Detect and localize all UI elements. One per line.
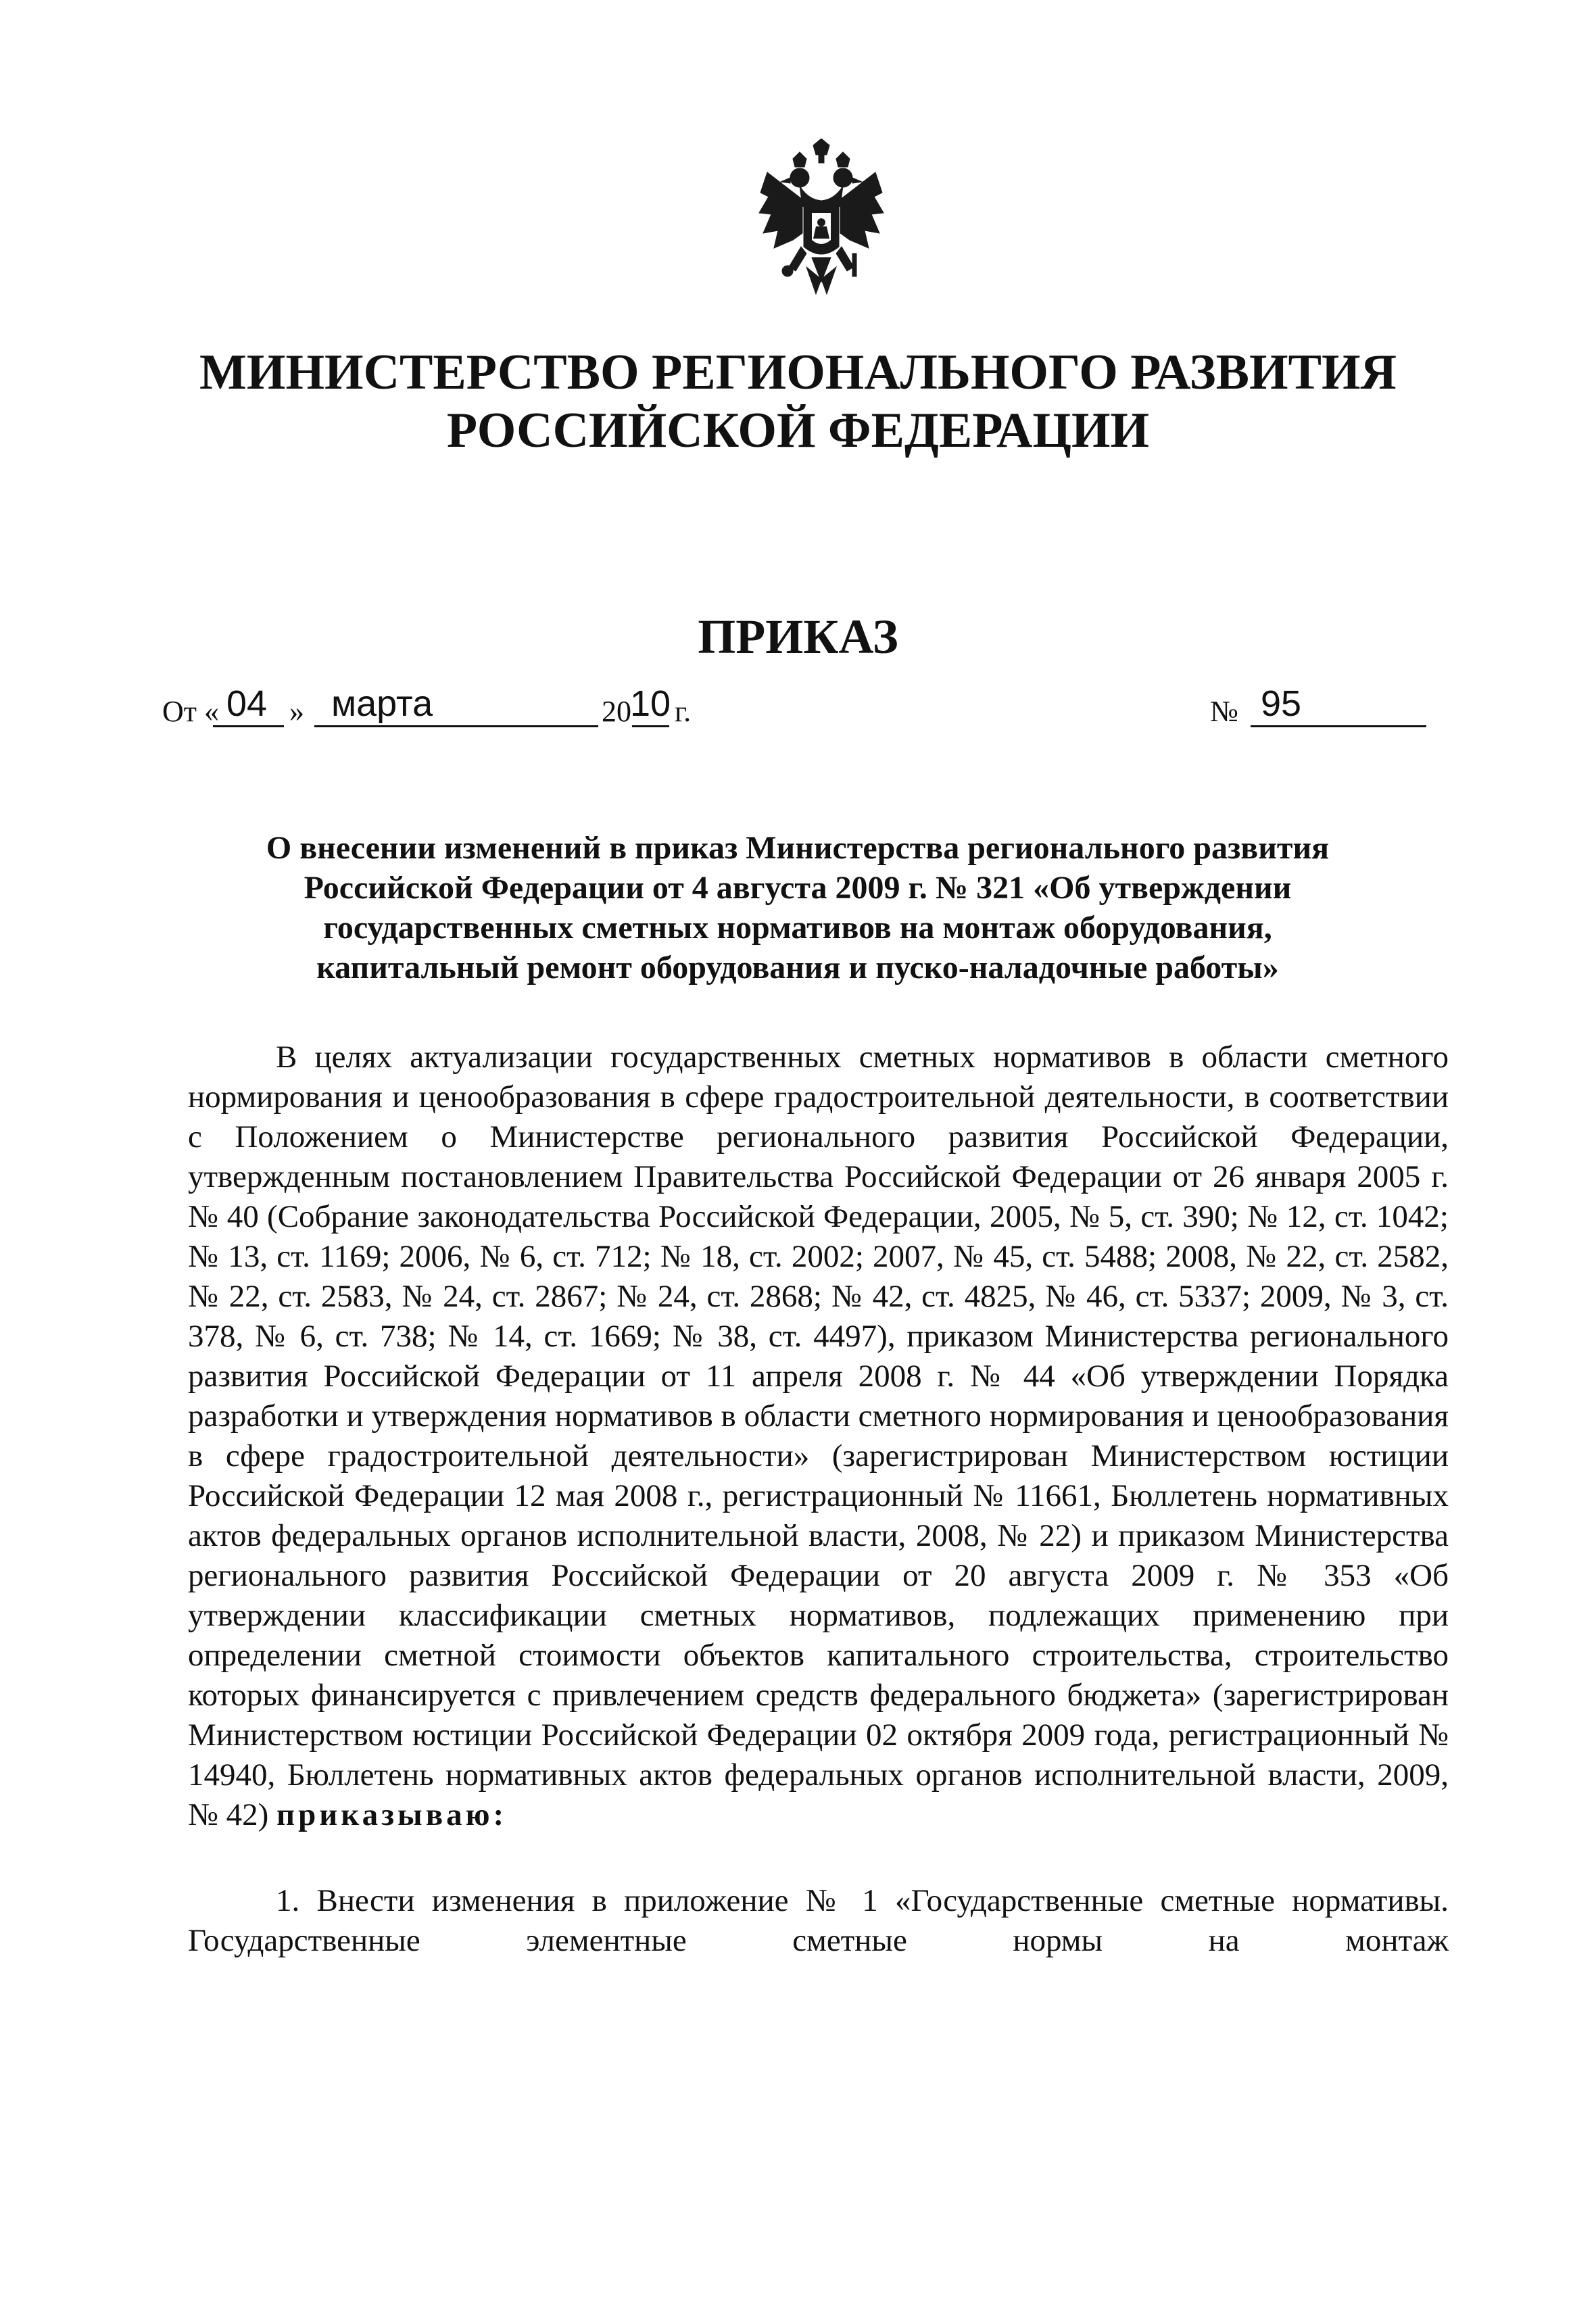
preamble-paragraph	[188, 1038, 1449, 1835]
russian-coat-of-arms-icon	[754, 139, 889, 304]
order-heading: ПРИКАЗ	[698, 610, 898, 664]
command-word: приказываю:	[276, 1797, 508, 1832]
order-number: 95	[1261, 683, 1302, 724]
title-line3: государственных сметных нормативов на монтаж оборудования,	[323, 910, 1272, 946]
date-mid: »	[289, 695, 304, 728]
title-line1: О внесении изменений в приказ Министерства регионального развития	[266, 830, 1330, 866]
order-month: марта	[331, 683, 433, 724]
title-line4: капитальный ремонт оборудования и пуско-наладочные работы»	[316, 950, 1279, 985]
clause-1-paragraph: 1. Внести изменения в приложение № 1 «Государственные сметные нормативы. Государственные элементные сметные нормы на монтаж	[188, 1883, 1449, 1958]
year-prefix: 20	[602, 695, 631, 728]
day-underline	[213, 725, 284, 727]
order-body	[188, 1038, 1449, 1961]
preamble-text: В целях актуализации государственных сметных нормативов в области сметного нормирования и ценообразования в сфере градостроительной деятельности, в соответствии с Положением о Министерстве регионального развития Российской Федерации, утвержденным постановлением Правительства Российской Федерации от 26 января 2005 г. № 40 (Собрание законодательства Российской Федерации, 2005, № 5, ст. 390; № 12, ст. 1042; № 13, ст. 1169; 2006, № 6, ст. 712; № 18, ст. 2002; 2007, № 45, ст. 5488; 2008, № 22, ст. 2582, № 22, ст. 2583, № 24, ст. 2867; № 24, ст. 2868; № 42, ст. 4825, № 46, ст. 5337; 2009, № 3, ст. 378, № 6, ст. 738; № 14, ст. 1669; № 38, ст. 4497), приказом Министерства регионального развития Российской Федерации от 11 апреля 2008 г. № 44 «Об утверждении Порядка разработки и утверждения нормативов в области сметного нормирования и ценообразования в сфере градостроительной деятельности» (зарегистрирован Министерством юстиции Российской Федерации 12 мая 2008 г., регистрационный № 11661, Бюллетень нормативных актов федеральных органов исполнительной власти, 2008, № 22) и приказом Министерства регионального развития Российской Федерации от 20 августа 2009 г. № 353 «Об утверждении классификации сметных нормативов, подлежащих применению при определении сметной стоимости объектов капитального строительства, строительство которых финансируется с привлечением средств федерального бюджета» (зарегистрирован Министерством юстиции Российской Федерации 02 октября 2009 года, регистрационный № 14940, Бюллетень нормативных актов федеральных органов исполнительной власти, 2009, № 42)	[188, 1040, 1449, 1832]
number-underline	[1251, 725, 1426, 727]
ministry-name-line1: МИНИСТЕРСТВО РЕГИОНАЛЬНОГО РАЗВИТИЯ	[199, 345, 1397, 400]
number-prefix: №	[1210, 695, 1238, 728]
order-day: 04	[226, 683, 268, 724]
date-prefix: От «	[162, 695, 220, 728]
year-end: г.	[675, 695, 692, 728]
order-date-number-line	[162, 676, 1474, 737]
month-underline	[314, 725, 598, 727]
ministry-name-line2: РОССИЙСКОЙ ФЕДЕРАЦИИ	[446, 403, 1150, 458]
title-line2: Российской Федерации от 4 августа 2009 г. № 321 «Об утверждении	[304, 870, 1292, 906]
year-underline	[632, 725, 669, 727]
order-year-suffix: 10	[630, 683, 671, 724]
order-title	[183, 828, 1413, 988]
